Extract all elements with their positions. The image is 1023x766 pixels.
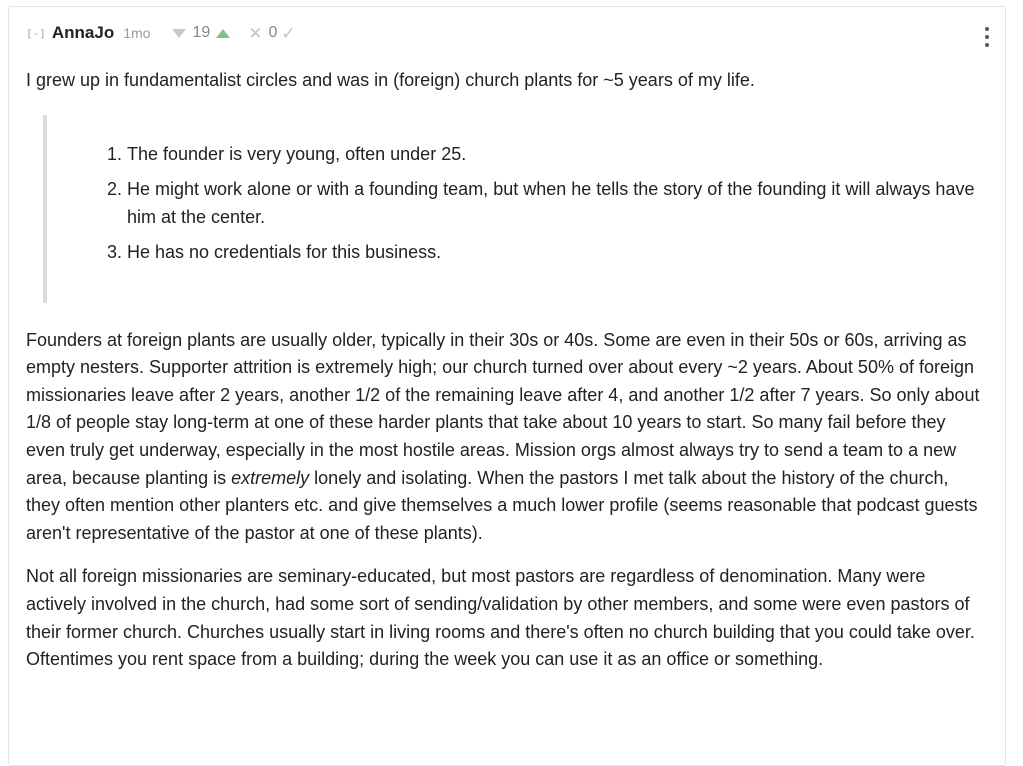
list-number: 2.: [107, 179, 123, 200]
body-paragraph: [26, 327, 986, 548]
author-name[interactable]: AnnaJo: [51, 23, 115, 42]
paragraph-text: lonely and isolating. When the pastors I met talk about the history of the church, they often mention other planters etc. and give themselves a much lower profile (seems reasonable that podcast guests aren't representative of the pastor at one of these plants).: [26, 467, 978, 543]
list-item-text: The founder is very young, often under 25.: [127, 143, 467, 164]
list-number: 3.: [107, 242, 123, 263]
upvote-icon[interactable]: [216, 29, 230, 38]
intro-paragraph: I grew up in fundamentalist circles and was in (foreign) church plants for ~5 years of my life.: [26, 70, 755, 90]
quote-list: [47, 141, 986, 267]
list-item-text: He might work alone or with a founding team, but when he tells the story of the founding it will always have him at the center.: [127, 179, 975, 227]
more-options-icon[interactable]: [984, 27, 990, 47]
agreement-vote: [248, 24, 295, 42]
body-paragraph: Not all foreign missionaries are seminary-educated, but most pastors are regardless of denomination. Many were actively involved in the church, had some sort of sending/validation by other members, and some were even pastors of their former church. Churches usually start in living rooms and there's often no church building that you could take over. Oftentimes you rent space from a building; during the week you can use it as an office or something.: [26, 566, 975, 670]
karma-vote: [172, 24, 230, 42]
agree-icon[interactable]: ✓: [281, 23, 296, 43]
collapse-toggle[interactable]: [-]: [26, 26, 46, 40]
emphasis-text: extremely: [231, 467, 310, 488]
list-item: [107, 176, 986, 231]
list-item-text: He has no credentials for this business.: [127, 242, 442, 263]
downvote-icon[interactable]: [172, 29, 186, 38]
comment-card: [8, 6, 1006, 766]
karma-score: 19: [192, 24, 211, 41]
comment-age[interactable]: 1mo: [123, 25, 151, 41]
list-item: [107, 239, 986, 267]
agreement-score: 0: [268, 24, 278, 41]
blockquote: [43, 115, 986, 303]
comment-header: [26, 22, 296, 44]
list-item: [107, 141, 986, 169]
paragraph-text: Founders at foreign plants are usually older, typically in their 30s or 40s. Some are even in their 50s or 60s, arriving as empty nesters. Supporter attrition is extremely high; our church turned over about every ~2 years. About 50% of foreign missionaries leave after 2 years, another 1/2 of the remaining leave after 4, and another 1/2 after 7 years. So only about 1/8 of people stay long-term at one of these harder plants that take about 10 years to start. So many fail before they even truly get underway, especially in the most hostile areas. Mission orgs almost always try to send a team to a new area, because planting is: [26, 329, 980, 488]
list-number: 1.: [107, 143, 123, 164]
disagree-icon[interactable]: ✕: [248, 23, 263, 43]
comment-body: [26, 67, 986, 674]
